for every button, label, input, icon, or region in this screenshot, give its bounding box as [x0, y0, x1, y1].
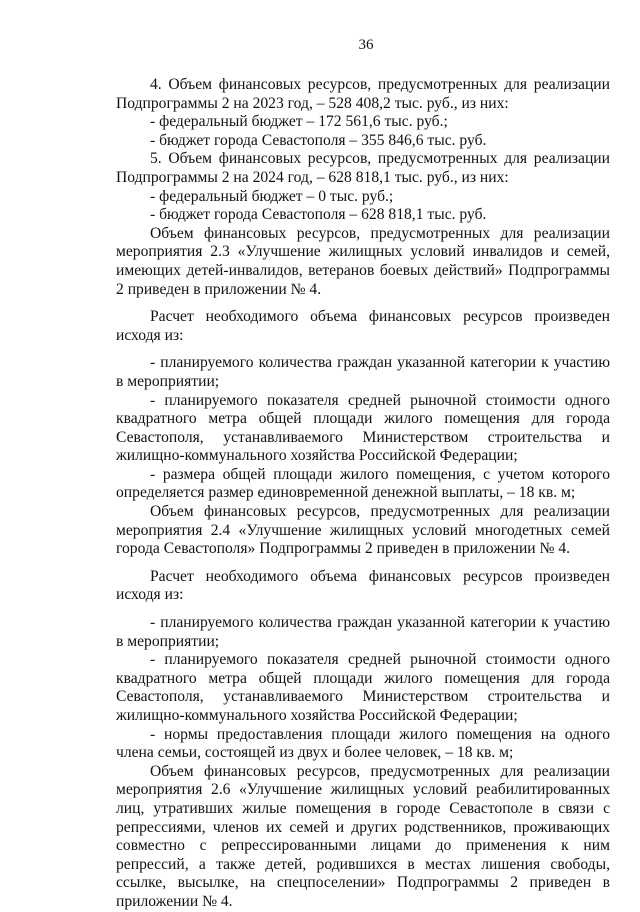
paragraph-2023-total: 4. Объем финансовых ресурсов, предусмотренных для реализации Подпрограммы 2 на 2023 год, – 528 408,2 тыс. руб., из них:: [116, 76, 610, 112]
paragraph-calculation-basis-1: Расчет необходимого объема финансовых ресурсов произведен исходя из:: [116, 308, 610, 344]
paragraph-2024-city: - бюджет города Севастополя – 628 818,1 тыс. руб.: [150, 206, 487, 224]
paragraph-market-price-2: - планируемого показателя средней рыночной стоимости одного квадратного метра общей площади жилого помещения для города Севастополя, устанавливаемого Министерством строительства и жилищно-коммунального хозяйства Российской Федерации;: [116, 651, 610, 724]
paragraph-area-norm: - нормы предоставления площади жилого помещения на одного члена семьи, состоящей из двух и более человек, – 18 кв. м;: [116, 725, 610, 762]
paragraph-market-price-1: - планируемого показателя средней рыночной стоимости одного квадратного метра общей площади жилого помещения для города Севастополя, устанавливаемого Министерством строительства и жилищно-коммунального хозяйства Российской Федерации;: [116, 391, 610, 465]
paragraph-measure-2-3: Объем финансовых ресурсов, предусмотренных для реализации мероприятия 2.3 «Улучшение жилищных условий инвалидов и семей, имеющих детей-инвалидов, ветеранов боевых действий» Подпрограммы 2 приведен в приложении № 4.: [116, 224, 610, 298]
paragraph-2023-city: - бюджет города Севастополя – 355 846,6 тыс. руб.: [150, 131, 487, 149]
paragraph-planned-count-2: - планируемого количества граждан указанной категории к участию в мероприятии;: [116, 614, 610, 650]
page-number: 36: [358, 37, 374, 53]
paragraph-measure-2-4: Объем финансовых ресурсов, предусмотренных для реализации мероприятия 2.4 «Улучшение жилищных условий многодетных семей города Севастополя» Подпрограммы 2 приведен в приложении № 4.: [116, 503, 610, 558]
paragraph-2023-federal: - федеральный бюджет – 172 561,6 тыс. руб.;: [150, 113, 448, 131]
paragraph-2024-total: 5. Объем финансовых ресурсов, предусмотренных для реализации Подпрограммы 2 на 2024 год, – 628 818,1 тыс. руб., из них:: [116, 150, 610, 186]
paragraph-measure-2-6: Объем финансовых ресурсов, предусмотренных для реализации мероприятия 2.6 «Улучшение жилищных условий реабилитированных лиц, утративших жилые помещения в городе Севастополе в связи с репрессиями, членов их семей и других родственников, проживающих совместно с репрессированными лицами до применения к ним репрессий, а также детей, родившихся в местах лишения свободы, ссылке, высылке, на спецпоселении» Подпрограммы 2 приведен в приложении № 4.: [116, 762, 610, 910]
paragraph-area-size: - размера общей площади жилого помещения, с учетом которого определяется размер единовременной денежной выплаты, – 18 кв. м;: [116, 465, 610, 502]
paragraph-2024-federal: - федеральный бюджет – 0 тыс. руб.;: [150, 187, 394, 205]
paragraph-calculation-basis-2: Расчет необходимого объема финансовых ресурсов произведен исходя из:: [116, 567, 610, 604]
paragraph-planned-count-1: - планируемого количества граждан указанной категории к участию в мероприятии;: [116, 354, 610, 390]
